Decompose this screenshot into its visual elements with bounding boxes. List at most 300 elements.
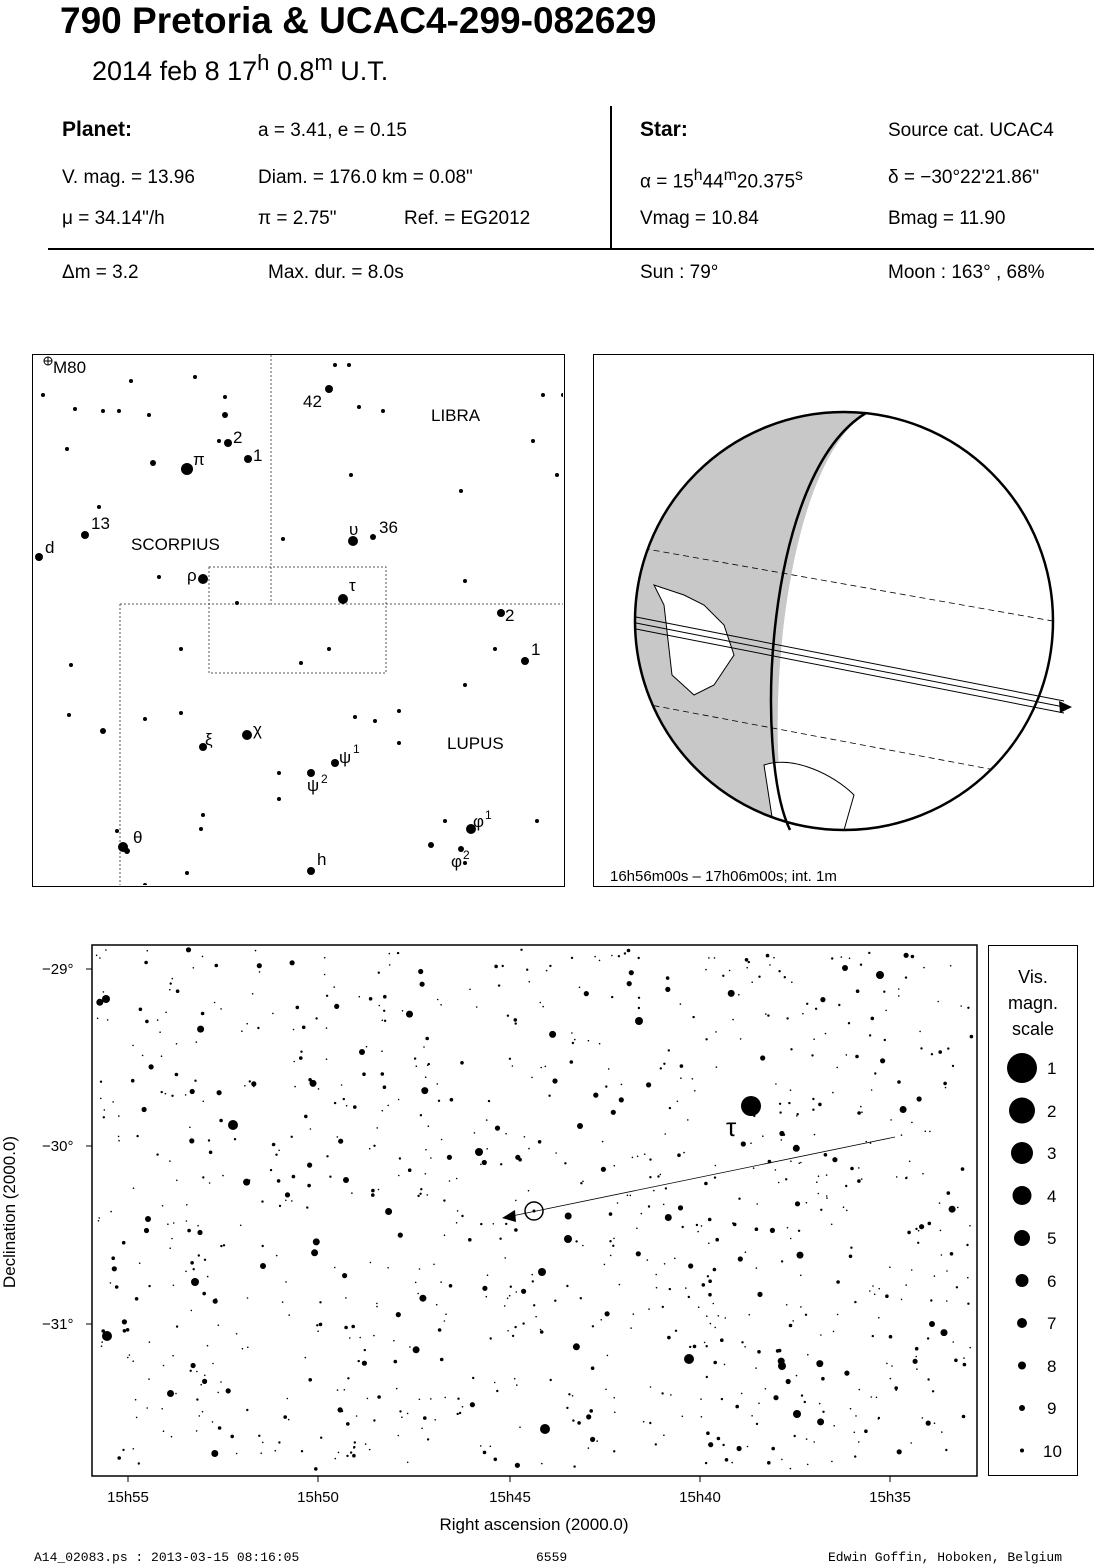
field-star [762,1135,764,1137]
field-star [720,1338,724,1342]
field-star [663,1204,665,1206]
field-star [315,1017,317,1019]
field-star [779,1111,781,1113]
field-star [342,1273,347,1278]
field-star [694,1090,696,1092]
bright-field-star [228,1120,238,1130]
field-star [370,1262,372,1264]
field-star [362,1361,367,1366]
field-star [171,1238,173,1240]
field-star [854,1432,856,1434]
field-star [967,1303,969,1305]
field-star [379,1005,381,1007]
star-label-chi: χ [253,720,262,739]
field-star [301,1450,303,1452]
ra-h: h [693,167,703,184]
field-star [285,1200,287,1202]
overview-star [101,409,105,413]
star-label-d: d [45,538,55,557]
field-star [290,960,295,965]
planet-vmag: V. mag. = 13.96 [62,167,195,188]
field-star [947,1191,951,1195]
field-star [450,1098,454,1102]
field-star [528,1190,530,1192]
overview-star [198,574,208,584]
field-star [398,1099,400,1101]
field-star [200,1384,202,1386]
field-star [443,1199,445,1201]
field-star [190,1370,192,1372]
field-star [507,1015,509,1017]
field-star [647,1259,649,1261]
field-star [383,1085,387,1089]
field-star [549,1031,556,1038]
field-star [149,1341,151,1343]
detail-stars [96,947,973,1470]
field-star [732,1019,734,1021]
field-star [701,1416,703,1418]
field-star [649,1158,651,1160]
field-star [667,988,669,990]
field-star [800,1162,802,1164]
star-label-upsilon: υ [349,520,359,539]
field-star [878,1288,880,1290]
scale-title-line1: Vis. [1018,967,1048,987]
field-star [741,1141,746,1146]
field-star [814,1134,816,1136]
field-star [871,1396,873,1398]
field-star [376,1306,378,1308]
field-star [387,1105,389,1107]
field-star [790,1468,792,1470]
field-star [186,1220,188,1222]
field-star [607,1355,609,1357]
constellation-boundaries [120,355,563,885]
star-label-phi2-sup: 2 [463,848,470,862]
field-star [127,1357,129,1359]
field-star [706,1345,708,1347]
field-star [204,1375,206,1377]
overview-star [535,819,539,823]
field-star [425,1173,427,1175]
field-star [861,1111,863,1113]
field-star [757,1350,761,1354]
field-star [793,1145,800,1152]
field-star [123,1329,127,1333]
field-star [101,1341,103,1343]
field-star [874,1294,876,1296]
sun-distance: Sun : 79° [640,262,719,283]
field-star [831,1224,833,1226]
field-star [714,1327,716,1329]
field-star [398,1175,400,1177]
field-star [911,1269,913,1271]
field-star [516,1291,518,1293]
field-star [220,1381,222,1383]
field-star [838,1004,840,1006]
field-star [925,1131,927,1133]
field-star [801,1394,803,1396]
field-star [163,1430,165,1432]
field-star [486,1296,488,1298]
overview-star [41,393,45,397]
field-star [219,1119,223,1123]
field-star [674,1258,676,1260]
field-star [655,1274,657,1276]
overview-map [32,354,565,887]
planet-motion: μ = 34.14"/h [62,208,165,229]
field-star [510,1286,512,1288]
tau-star [741,1096,761,1116]
field-star [472,1377,474,1379]
bright-field-star [102,1331,112,1341]
star-source: Source cat. UCAC4 [888,120,1054,141]
field-star [241,1030,243,1032]
field-star [365,1443,367,1445]
field-star [353,1105,357,1109]
ut-text: U.T. [332,56,389,86]
field-star [836,1280,840,1284]
scale-title-line2: magn. [1007,993,1059,1013]
field-star [963,1363,967,1367]
field-star [613,1397,615,1399]
field-star [326,1155,328,1157]
field-star [353,1447,355,1449]
field-star [122,1241,126,1245]
field-star [236,1453,238,1455]
field-star [351,1325,355,1329]
field-star [901,1134,903,1136]
field-star [247,1297,249,1299]
field-star [220,1245,222,1247]
field-star [118,1136,120,1138]
scale-dot-9 [1019,1405,1025,1411]
field-star [487,1274,489,1276]
field-star [142,1107,147,1112]
field-star [820,1209,822,1211]
date-text: 2014 feb 8 17 [92,56,258,86]
field-star [657,1175,659,1177]
field-star [864,1429,868,1433]
field-star [878,1317,880,1319]
scale-labels [1043,1059,1062,1461]
field-star [398,1435,400,1437]
star-heading: Star: [640,118,688,141]
overview-star [541,393,545,397]
field-star [941,1431,943,1433]
minutes-text: 0.8 [269,56,315,86]
field-star [646,1082,651,1087]
overview-star [331,759,339,767]
ra-sec: 20.375 [736,171,796,193]
field-star [756,1267,758,1269]
bright-field-star [538,1268,546,1276]
field-star [470,1402,475,1407]
field-star [728,990,735,997]
field-star [781,1139,783,1141]
field-star [632,1157,634,1159]
field-star [589,1409,593,1413]
field-star [825,1033,827,1035]
field-star [364,1349,366,1351]
overview-star [223,395,227,399]
ra-s: s [795,167,803,184]
field-star [350,1451,352,1453]
field-star [207,1345,209,1347]
field-star [132,1045,134,1047]
field-star [255,950,257,952]
field-star [399,1410,401,1412]
field-star [176,1180,178,1182]
field-star [650,1386,652,1388]
field-star [176,1043,178,1045]
field-star [854,1455,856,1457]
overview-star [235,601,239,605]
field-star [246,1023,248,1025]
field-star [656,1287,658,1289]
field-star [389,953,391,955]
scale-dot-2 [1009,1098,1035,1124]
field-star [821,1377,825,1381]
field-star [382,1020,384,1022]
footer-file: A14_02083.ps : 2013-03-15 08:16:05 [34,1550,300,1565]
field-star [381,1050,383,1052]
field-star [419,1268,421,1270]
field-star [287,1398,289,1400]
field-star [100,1081,102,1083]
overview-star [325,385,333,393]
overview-star [327,647,331,651]
field-star [855,1415,857,1417]
field-star [514,1326,516,1328]
field-star [425,1076,427,1078]
field-star [381,1072,385,1076]
field-star [337,1389,339,1391]
field-star [505,1133,507,1135]
overview-star [381,409,385,413]
field-star [755,1367,757,1369]
field-star [816,1181,818,1183]
overview-star [69,663,73,667]
field-star [599,1043,601,1045]
star-label-xi: ξ [205,730,213,749]
field-star [387,1267,389,1269]
field-star [552,1078,557,1083]
field-star [818,1193,820,1195]
field-star [171,1095,173,1097]
field-star [176,989,180,993]
field-star [812,1109,814,1111]
field-star [545,1066,547,1068]
field-star [396,1388,398,1390]
field-star [947,1047,949,1049]
field-star [779,1103,781,1105]
field-star [495,1126,500,1131]
field-star [966,1244,968,1246]
field-star [737,1446,742,1451]
field-star [161,1408,163,1410]
scale-label-5: 5 [1047,1229,1057,1248]
field-star [571,1032,573,1034]
field-star [209,1182,211,1184]
field-star [738,994,740,996]
field-star [677,1101,679,1103]
field-star [940,1230,942,1232]
field-star [806,1438,808,1440]
overview-star [157,575,161,579]
field-star [217,1392,219,1394]
field-star [169,1247,171,1249]
bright-field-star [684,1354,694,1364]
field-star [708,1293,712,1297]
field-star [613,1450,615,1452]
star-label-psi2: ψ [307,776,320,795]
ra-m: m [723,167,737,184]
xtick-label-0: 15h55 [107,1489,149,1506]
overview-star [115,829,119,833]
field-star [929,1131,931,1133]
field-star [792,1320,794,1322]
field-star [144,961,148,965]
field-star [795,1201,800,1206]
field-star [741,1341,743,1343]
field-star [969,1225,971,1227]
field-star [428,1125,430,1127]
field-star [663,1063,665,1065]
bright-field-star [102,995,110,1003]
field-star [111,1256,115,1260]
overview-star [81,531,89,539]
field-star [854,1301,856,1303]
overview-labels [44,357,540,871]
field-star [460,1061,464,1065]
field-star [509,1295,511,1297]
field-star [352,1454,356,1458]
bright-field-star [475,1148,483,1156]
field-star [278,1441,280,1443]
bright-field-star [876,971,884,979]
field-star [805,1314,807,1316]
field-star [765,1388,767,1390]
field-star [427,1194,429,1196]
field-star [617,1202,619,1204]
field-star [437,1083,439,1085]
bright-field-star [577,1123,583,1129]
field-star [414,1057,416,1059]
field-star [518,1465,520,1467]
field-star [507,1298,509,1300]
field-star [291,1200,293,1202]
overview-star [370,534,376,540]
field-star [860,1106,862,1108]
field-star [822,1411,824,1413]
field-star [326,1058,328,1060]
field-star [201,1012,205,1016]
field-star [915,1356,917,1358]
field-star [542,1006,544,1008]
field-star [967,1007,969,1009]
field-star [169,989,171,991]
field-star [663,1434,665,1436]
field-star [498,984,500,986]
scale-label-7: 7 [1047,1314,1057,1333]
field-star [234,1138,236,1140]
field-star [609,1240,611,1242]
field-star [693,1345,697,1349]
field-star [574,1039,576,1041]
field-star [421,1087,428,1094]
star-label-h: h [317,850,327,869]
field-star [950,965,952,967]
field-star [96,955,98,957]
field-star [540,1330,544,1334]
overview-star [277,771,281,775]
field-star [462,1406,464,1408]
field-star [582,1181,584,1183]
field-star [911,955,915,959]
xtick-label-2: 15h45 [489,1489,531,1506]
field-star [969,1347,971,1349]
field-star [749,1314,751,1316]
field-star [894,1386,898,1390]
field-star [476,1006,478,1008]
field-star [285,1281,287,1283]
field-star [417,1293,419,1295]
field-star [919,1224,924,1229]
overview-star [357,405,361,409]
field-star [797,1113,799,1115]
field-star [384,1020,386,1022]
field-star [319,1301,321,1303]
field-star [252,993,254,995]
field-star [344,1326,348,1330]
field-star [747,1446,749,1448]
label-lupus: LUPUS [447,734,504,753]
field-star [550,1379,552,1381]
star-dec: δ = −30°22'21.86" [888,167,1040,188]
field-star [292,1175,296,1179]
field-star [110,1211,112,1213]
field-star [185,1094,187,1096]
field-star [636,1251,641,1256]
field-star [136,1417,138,1419]
xtick-label-1: 15h50 [297,1489,339,1506]
field-star [316,1324,318,1326]
field-star [612,1245,614,1247]
field-star [880,1058,885,1063]
field-star [831,1461,833,1463]
star-label-42: 42 [303,392,322,411]
field-star [733,1223,737,1227]
star-label-phi1-sup: 1 [485,808,492,822]
overview-star [338,594,348,604]
bright-field-star [343,1177,349,1183]
field-star [843,1206,845,1208]
field-star [941,1254,943,1256]
field-star [678,1205,683,1210]
field-star [876,1397,878,1399]
field-star [139,1008,143,1012]
field-star [773,957,775,959]
field-star [824,1153,828,1157]
field-star [349,1337,351,1339]
field-star [438,1100,440,1102]
field-star [927,1378,929,1380]
field-star [434,1419,436,1421]
field-star [189,1127,191,1129]
field-star [638,1007,640,1009]
field-star [419,1399,421,1401]
